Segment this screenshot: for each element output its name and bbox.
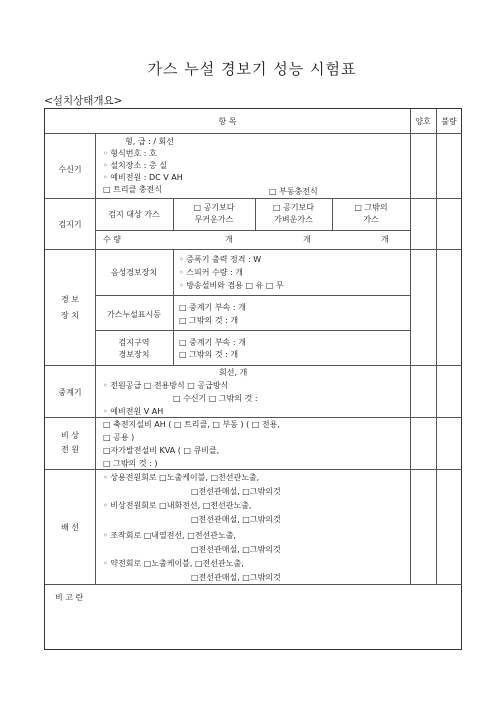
col-divider-bad — [436, 109, 437, 584]
display-alarm-line: □ 그밖의 것 : 개 — [179, 316, 239, 325]
relay-line: 회선, 개 — [219, 368, 248, 377]
receiver-label: 수신기 — [58, 165, 82, 174]
emergency-line: □ 축전지설비 AH ( □ 트리클, □ 부동 ) ( □ 전용, — [103, 420, 280, 429]
detector-opt2-b: 가벼운가스 — [274, 215, 313, 224]
wiring-label: 배 선 — [61, 523, 79, 532]
detector-opt1-b: 무거운가스 — [194, 215, 234, 224]
sound-alarm-line: ◦ 방송설비와 겸용 □ 유 □ 무 — [179, 281, 284, 290]
sound-alarm-line: ◦ 스피커 수량 : 개 — [179, 268, 243, 277]
detector-opt3-b: 가스 — [363, 215, 379, 224]
relay-label: 중계기 — [58, 388, 82, 397]
detector-opt2-a: □ 공기보다 — [272, 203, 314, 212]
emergency-line: □ 그밖의 것 : ) — [103, 459, 158, 468]
row-line — [45, 365, 462, 366]
page-title: 가스 누설 경보기 성능 시험표 — [147, 60, 357, 78]
wiring-line: □전선관매설, □그밖의것 — [191, 573, 281, 582]
detector-unit: 개 — [225, 235, 233, 244]
header-item: 항 목 — [218, 117, 237, 126]
wiring-line: ◦ 비상전원회로 □내화전선, □전선관노출, — [103, 501, 252, 510]
row-line — [45, 584, 462, 585]
zone-alarm-line: □ 그밖의 것 : 개 — [179, 350, 239, 359]
alarm-label-2: 장 치 — [61, 311, 79, 320]
wiring-line: □전선관매설, □그밖의것 — [191, 545, 281, 554]
zone-alarm-label-1: 검지구역 — [118, 338, 150, 347]
detector-qty: 수 량 — [103, 235, 121, 244]
emergency-line: □ 공용 ) — [103, 433, 135, 442]
row-line — [45, 469, 462, 470]
row-line — [45, 198, 462, 199]
zone-alarm-line: □ 중계기 부속 : 개 — [179, 338, 246, 347]
detector-unit: 개 — [381, 235, 389, 244]
wiring-line: □전선관매설, □그밖의것 — [191, 515, 281, 524]
relay-line: ◦ 전원공급 □ 전용방식 □ 공급방식 — [103, 381, 229, 390]
sound-alarm-line: ◦ 증폭기 출력 정격 : W — [179, 255, 262, 264]
wiring-line: ◦ 조작회로 □내열전선, □전선관노출, — [103, 531, 237, 540]
emergency-label-1: 비 상 — [61, 431, 79, 440]
remarks-label: 비 고 란 — [55, 593, 84, 602]
alarm-label-1: 경 보 — [61, 295, 79, 304]
receiver-line: 형, 급 : / 회선 — [125, 137, 175, 146]
row-line — [45, 249, 462, 250]
receiver-line: □ 트리클 충전식 — [103, 185, 163, 194]
emergency-line: □자가발전설비 KVA ( □ 큐비클, — [103, 446, 220, 455]
wiring-line: □전선관매설, □그밖의것 — [191, 487, 281, 496]
row-line — [45, 133, 462, 134]
relay-line: ◦ 예비전원 V AH — [103, 407, 164, 416]
header-bad: 불량 — [441, 117, 457, 126]
receiver-line: ◦ 예비전원 : DC V AH — [103, 173, 183, 182]
emergency-label-2: 전 원 — [61, 445, 79, 454]
wiring-line: ◦ 약전회로 □노출케이블, □전선관노출, — [103, 559, 244, 568]
zone-alarm-label-2: 경보장치 — [118, 350, 150, 359]
receiver-line: □ 부동충전식 — [269, 187, 318, 196]
detector-label: 검지기 — [58, 220, 82, 229]
inspection-table — [44, 108, 462, 650]
section-subtitle: <설치상태개요> — [44, 95, 123, 107]
relay-line: □ 수신기 □ 그밖의 것 : — [173, 394, 258, 403]
col-divider-good — [410, 109, 411, 584]
receiver-line: ◦ 설치장소 : 층 실 — [103, 161, 167, 170]
header-good: 양호 — [415, 117, 431, 126]
detector-target: 검지 대상 가스 — [108, 210, 160, 219]
receiver-line: ◦ 형식번호 : 호 — [103, 149, 157, 158]
row-line — [45, 417, 462, 418]
detector-opt3-a: □ 그밖의 — [354, 203, 388, 212]
wiring-line: ◦ 상용전원회로 □노출케이블, □전선관노출, — [103, 473, 260, 482]
detector-opt1-a: □ 공기보다 — [193, 203, 235, 212]
detector-unit: 개 — [303, 235, 311, 244]
sound-alarm-label: 음성경보장치 — [110, 268, 158, 277]
display-alarm-line: □ 중계기 부속 : 개 — [179, 303, 246, 312]
display-alarm-label: 가스누설표시등 — [106, 310, 162, 319]
